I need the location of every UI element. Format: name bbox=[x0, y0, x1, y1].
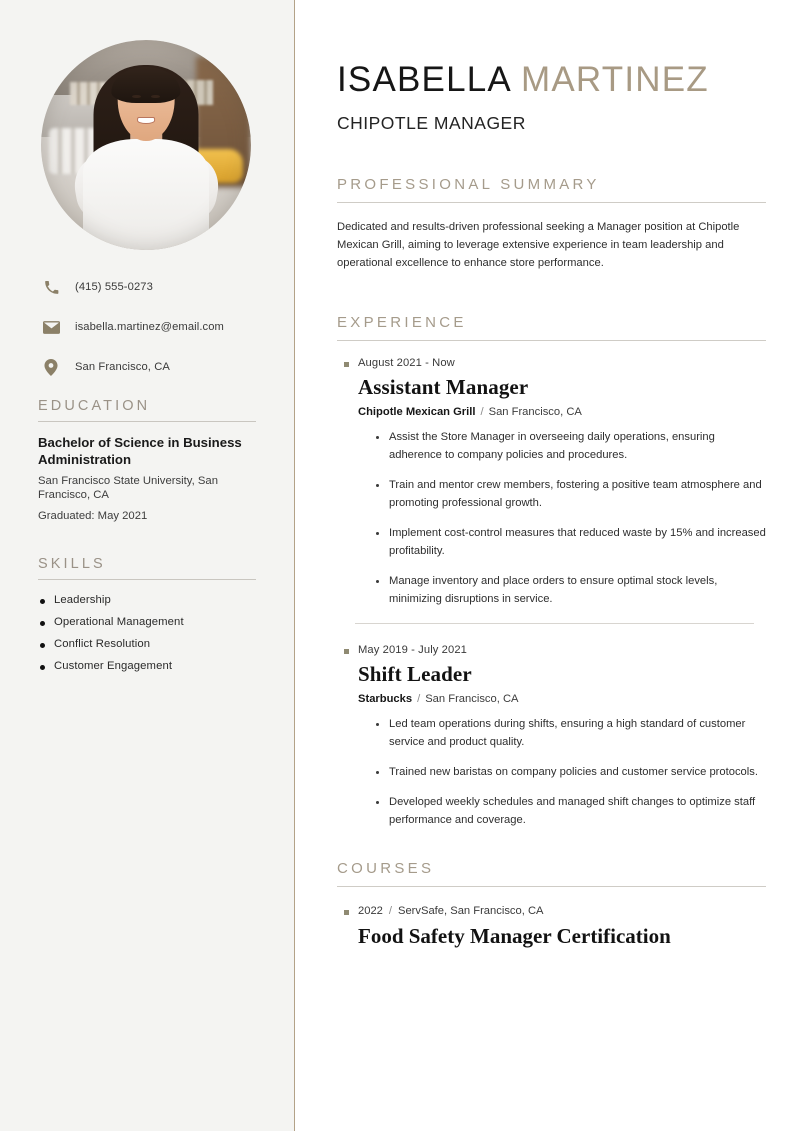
course-item bbox=[337, 905, 766, 949]
experience-company: Starbucks bbox=[358, 693, 413, 706]
education-block bbox=[38, 435, 256, 524]
experience-item bbox=[337, 644, 766, 830]
courses-heading: COURSES bbox=[337, 860, 766, 887]
phone-value: (415) 555-0273 bbox=[75, 281, 153, 293]
experience-role: Assistant Manager bbox=[358, 375, 529, 400]
sidebar bbox=[0, 0, 295, 1131]
meta-separator: / bbox=[480, 406, 484, 419]
experience-company: Chipotle Mexican Grill bbox=[358, 406, 476, 419]
email-icon bbox=[40, 316, 62, 338]
contact-location[interactable] bbox=[40, 356, 256, 378]
list-item: Implement cost-control measures that reduced waste by 15% and increased profitability. bbox=[376, 525, 766, 561]
education-degree: Bachelor of Science in Business Administration bbox=[38, 435, 242, 467]
experience-date: August 2021 - Now bbox=[344, 357, 766, 369]
phone-icon bbox=[40, 276, 62, 298]
experience-item bbox=[337, 357, 766, 609]
education-graduated: Graduated: May 2021 bbox=[38, 510, 148, 523]
experience-date: May 2019 - July 2021 bbox=[344, 644, 766, 656]
list-item: Customer Engagement bbox=[38, 660, 256, 672]
main-column bbox=[295, 0, 800, 1131]
course-meta bbox=[344, 905, 766, 917]
profile-photo-image bbox=[41, 40, 251, 250]
education-heading: EDUCATION bbox=[38, 398, 256, 422]
list-item: Led team operations during shifts, ensuring a high standard of customer service and product quality. bbox=[376, 716, 766, 752]
course-title: Food Safety Manager Certification bbox=[358, 923, 671, 948]
experience-list bbox=[337, 357, 766, 829]
experience-location: San Francisco, CA bbox=[488, 406, 582, 419]
page-title bbox=[337, 62, 766, 99]
list-item: Train and mentor crew members, fostering a positive team atmosphere and promoting professional growth. bbox=[376, 477, 766, 513]
list-item: Manage inventory and place orders to ensure optimal stock levels, minimizing disruptions in service. bbox=[376, 573, 766, 609]
job-title: CHIPOTLE MANAGER bbox=[337, 112, 526, 133]
education-school: San Francisco State University, San Francisco, CA bbox=[38, 474, 218, 502]
experience-meta bbox=[358, 693, 766, 705]
meta-separator: / bbox=[417, 693, 421, 706]
list-item: Conflict Resolution bbox=[38, 638, 256, 650]
experience-bullets bbox=[376, 716, 766, 830]
course-year: 2022 bbox=[358, 904, 383, 917]
skills-heading: SKILLS bbox=[38, 556, 256, 580]
location-pin-icon bbox=[40, 356, 62, 378]
experience-divider bbox=[355, 623, 754, 624]
list-item: Leadership bbox=[38, 594, 256, 606]
email-value: isabella.martinez@email.com bbox=[75, 321, 224, 333]
list-item: Operational Management bbox=[38, 616, 256, 628]
experience-location: San Francisco, CA bbox=[425, 693, 519, 706]
contact-email[interactable] bbox=[40, 316, 256, 338]
contact-phone[interactable] bbox=[40, 276, 256, 298]
list-item: Trained new baristas on company policies and customer service protocols. bbox=[376, 764, 766, 782]
list-item: Developed weekly schedules and managed shift changes to optimize staff performance and coverage. bbox=[376, 794, 766, 830]
course-provider: ServSafe, San Francisco, CA bbox=[398, 904, 544, 917]
contact-list bbox=[38, 276, 256, 378]
summary-heading: PROFESSIONAL SUMMARY bbox=[337, 176, 766, 203]
skills-list bbox=[38, 594, 256, 672]
experience-meta bbox=[358, 406, 766, 418]
meta-separator: / bbox=[388, 904, 392, 917]
experience-heading: EXPERIENCE bbox=[337, 314, 766, 341]
last-name: MARTINEZ bbox=[521, 60, 709, 99]
summary-text: Dedicated and results-driven professional seeking a Manager position at Chipotle Mexican Grill, aiming to leverage extensive experience in team leadership and operational excellence to enhance store performance. bbox=[337, 220, 740, 270]
profile-photo bbox=[41, 40, 251, 250]
experience-bullets bbox=[376, 429, 766, 608]
first-name: ISABELLA bbox=[337, 60, 511, 99]
location-value: San Francisco, CA bbox=[75, 361, 170, 373]
experience-role: Shift Leader bbox=[358, 661, 472, 686]
list-item: Assist the Store Manager in overseeing daily operations, ensuring adherence to company policies and procedures. bbox=[376, 429, 766, 465]
